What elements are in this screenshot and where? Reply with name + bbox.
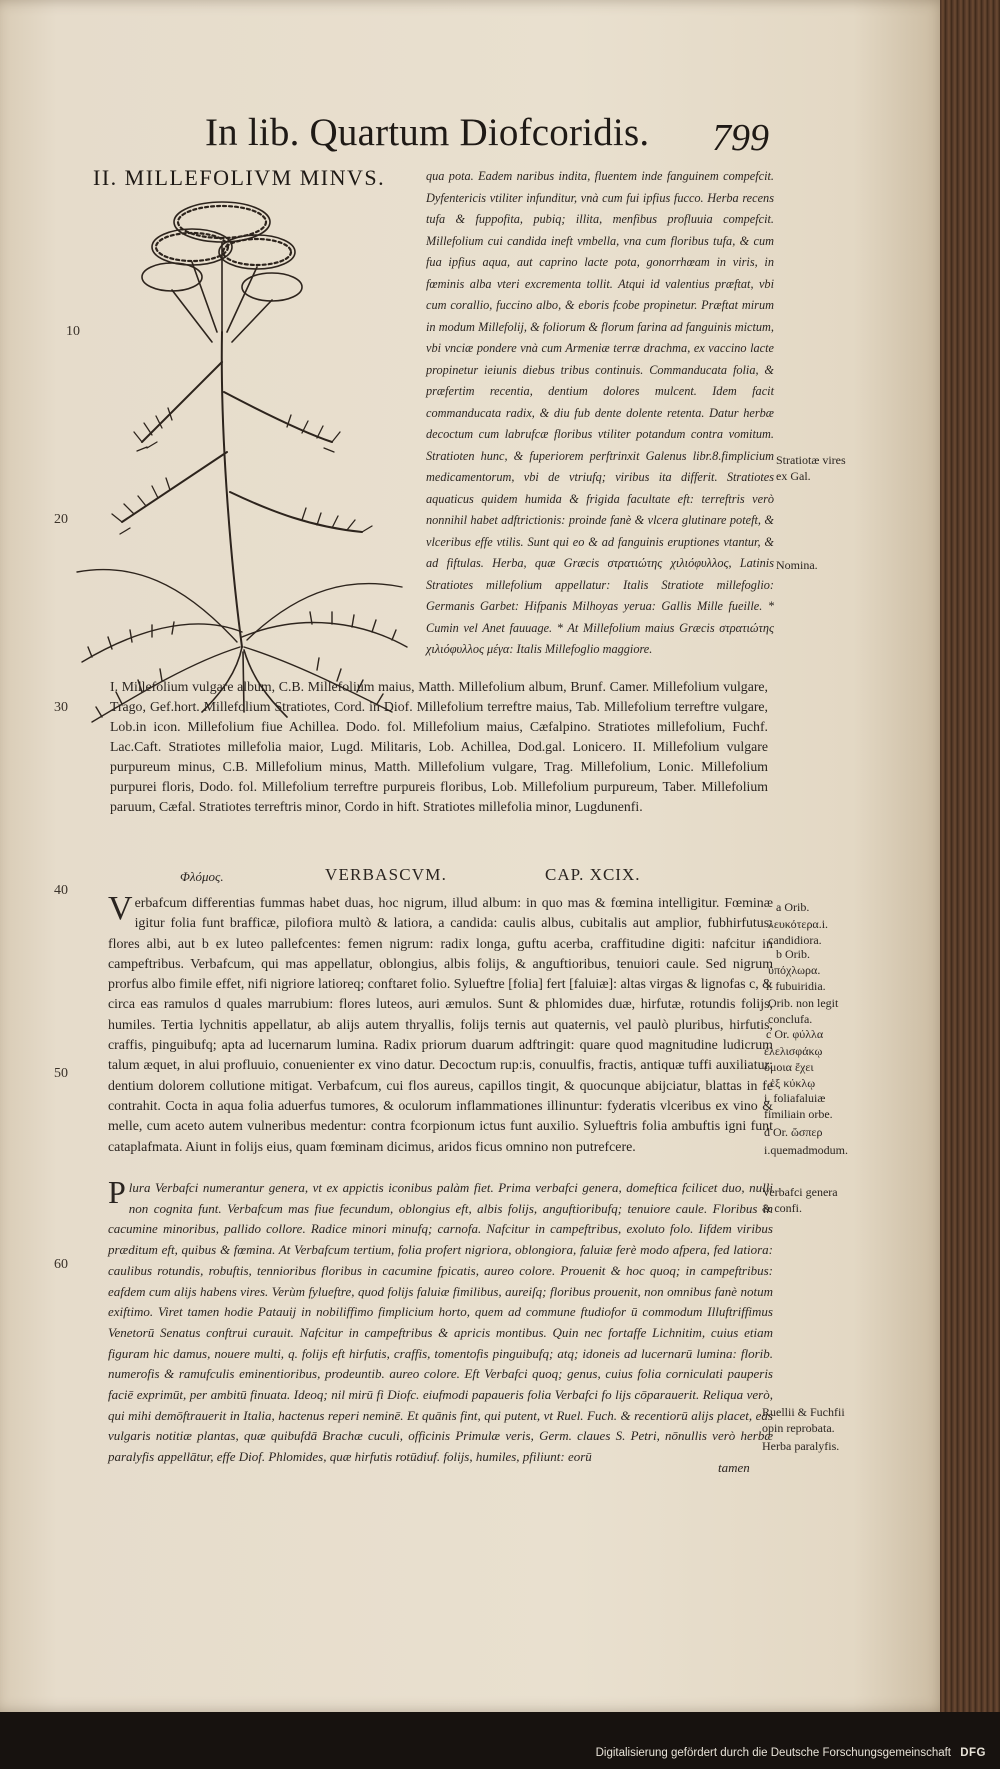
margin-note: c Or. φύλλα [766,1027,824,1041]
margin-note: ἑξ κύκλῳ [770,1076,816,1090]
page-header-title: In lib. Quartum Diofcoridis. [205,111,650,154]
line-number: 50 [54,1066,68,1081]
margin-note: Herba paralyfis. [762,1439,840,1453]
plant-heading: II. MILLEFOLIVM MINVS. [93,165,386,190]
line-number: 40 [54,883,68,898]
book-page-edges [940,0,1000,1712]
catchword: tamen [718,1460,750,1475]
commentary-top-text: qua pota. Eadem naribus indita, fluentem inde fanguinem compefcit. Dyfentericis vtiliter infunditur, vnà cum fui ipfius fucco. Herba recens tufa & fuppofita, pubiq; illita, menfibus profluuia compefcit. Millefolium cui candida ineft vmbella, vna cum floribus tufa, & cum fua ipfius aqua, aut caprino lacte pota, gonorrhœam in viris, in fœminis alba vteri excrementa tollit. Atqui id valentius præftat, vbi cum corallio, fuccino albo, & eboris fcobe propinetur. Præftat mirum in modum Millefolij, & foliorum & florum farina ad fanguinis mictum, vbi vnciæ pondere vnà cum Armeniæ terræ drachma, ex vaccino lacte propinetur ieiunis diebus tribus continuis. Commanducata folia, & præfertim recentia, dentium dolores mulcent. Idem facit commanducata radix, & diu fub dente dolente retenta. Datur herbæ decoctum cum labrufcæ floribus vtiliter potandum contra vomitum. Stratioten hunc, & fuperiorem perftrinxit Galenus libr.8.fimplicium medicamentorum, vbi de vtriufq; viribus ita differit. Stratiotes aquaticus quidem humida & frigida facultate eft: terreftris verò nonnihil habet adftrictionis: proinde fanè & vlcera glutinare poteft, & vlceribus effe vtilis. Sunt qui eo & ad fanguinis eruptiones vtantur, & ad fiftulas. Herba, quæ Græcis στρατιώτης χιλιόφυλλος, Latinis Stratiotes millefolium appellatur: Italis Stratiote millefoglio: Germanis Garbet: Hifpanis Milhoyas yerua: Gallis Mille fueille. * Cumin vel Anet fauuage. * At Millefolium maius Græcis στρατιώτης χιλιόφυλλος μέγα: Italis Millefoglio maggiore. [426,169,774,656]
commentary-bottom-text: Plura Verbafci numerantur genera, vt ex appictis iconibus palàm fiet. Prima verbafci genera, domeftica fcilicet duo, nulli non cognita funt. Verbafcum mas fiue fecundum, oblongius eft, albis folijs, anguftioribufq; tenuiore caule. Floribus in cacumine minoribus, pallido collore. Radice minori minufq; carnofa. Nafcitur in campeftribus, exoluto folo. Iifdem viribus præditum eft, quibus & fœmina. At Verbafcum tertium, folia profert nigriora, oblongiora, faluiæ ferè modo afpera, fed latiora: caulibus rotundis, robuftis, tennioribus floribus in cacumine fpicatis, aureo colore. Prouenit & hoc quoq; in campeftribus: eafdem cum alijs habens vires. Verùm fylueftre, quod folijs faluiæ fimilibus, aureiſq; floribus prouenit, non omnibus fanè notum exiftimo. Viret tamen hodie Patauij in nobiliffimo fimplicium horto, quem ad commune ftudiofor ū commodum Illuftriffimus Venetorū Senatus conftrui curauit. Nafcitur in campeftribus & apricis montibus. Quin nec fortaffe Lichnitim, cuius etiam figuram hic damus, nouere multi, q. folijs eft hirfutis, craffis, tomentofis pinguibufq; atq; idoneis ad lucernarū lumina: florib. numerofis & ramufculis eminentioribus, prodeuntib. aureo colore. Eft Verbafci quoq; genus, cuius folia corniculati pauperis faciē exprimūt, per ambitū finuata. Ideoq; nil mirū fi Diofc. eiufmodi papaueris folia Verbafci fo lijs cōparauerit. Reliqua verò, qui mihi demōftrauerit in Italia, hactenus reperi neminē. Et quānis fint, qui putent, vt Ruel. Fuch. & recentiorū alijs placet, eas vulgaris notitiæ plantas, quæ quibufdā Brachæ cuculi, officinis Primulæ veris, Germ. claues S. Petri, nōnullis verò herbæ paralyfis appellātur, effe Diof. Phlomides, quæ hirfutis rotūdiuf. folijs, humiles, pfiliunt: eorū [108,1174,773,1465]
chapter-number: CAP. XCIX. [545,865,641,884]
margin-note: λευκότερα.i. candidiora. [768,917,829,947]
millefolium-woodcut-illustration [72,192,410,742]
margin-note: Ruellii & Fuchfii opin reprobata. [762,1405,845,1435]
line-number: 10 [66,324,80,339]
line-number: 20 [54,512,68,527]
dioscorides-text: Verbafcum differentias fummas habet duas, hoc nigrum, illud album: in quo mas & fœmina intelligitur. Fœminæ igitur folia funt brafficæ, pilofiora multò & latiora, a candida: caulis albus, cubitalis aut amplior, fubhirfutus: flores albi, aut b ex luteo pallefcentes: femen nigrum: radix longa, guftu acerba, craffitudine digiti: nafcitur in campeftribus. Verbafcum, qui mas appellatur, oblongius, albis folijs, & anguftioribus, tenuiori caule. Sed nigrum prorfus albo fimile effet, nifi nigriore latioreq; conftaret folio. Sylueftre [folia] fert [faluiæ]: altas virgas & lignofas c, & circa eas ramulos d quales marrubium: flores luteos, auri æmulos. Sunt & phlomides duæ, hirfutæ, rotundis folijs, humiles. Tertia lychnitis appellatur, ab alijs autem thryallis, folijs ternis aut quaternis, vel paulò pluribus, hirfutis, craffis, pinguibufq; apta ad lucernarum lumina. Radix priorum duarum adftringit: quare quod magnitudine ludicrum talum æquet, in alui profluuio, conuenienter ex vino datur. Decoctum rup:is, conuulfis, fractis, antiquæ tuffi auxiliatur: dentium dolorem collutione mitigat. Verbafcum, cui flos aureus, capillos tingit, & quocunque abijciatur, blattas in fe contrahit. Cocta in aqua folia aduerfus tumores, & oculorum inflammationes illinuntur: fyderatis vlceribus ex vino & melle, cum aceto autem vulneribus medentur: contra fcorpionum ictus funt auxilio. Sylueftris folia ambuftis igni funt cataplafmata. Aiunt in folijs eius, quam fœminam dicimus, aridos ficus omnino non putrefcere. [108,890,773,1155]
margin-note: Stratiotæ vires ex Gal. [776,453,846,483]
dfg-logo: DFG [960,1747,986,1759]
funding-credit [596,1747,986,1759]
footer-bar [0,1712,1000,1769]
margin-note: i.quemadmodum. [764,1143,848,1157]
funding-credit-text: Digitalisierung gefördert durch die Deutsche Forschungsgemeinschaft [595,1747,952,1759]
margin-note: i. fubuiridia. [766,979,826,993]
margin-note: Orib. non legit conclufa. [768,996,839,1026]
plant-stems [122,332,362,647]
margin-note: a Orib. [776,900,810,914]
flower-umbel [142,202,302,342]
page-number: 799 [712,117,769,159]
chapter-name: VERBASCVM. [325,865,448,884]
margin-note: Verbafci genera & confi. [762,1185,838,1215]
line-number: 60 [54,1257,68,1272]
chapter-greek-name: Φλόμος. [180,869,224,884]
margin-note: ἐλελισφάκῳ ὅμοια ἔχει [764,1044,823,1074]
feathery-leaves [112,408,372,534]
margin-note: b Orib. [776,947,810,961]
commentary-top-column [426,166,774,661]
margin-note: d Or. ὥσπερ [764,1125,823,1139]
synonyms-paragraph: I. Millefolium vulgare album, C.B. Millefolium maius, Matth. Millefolium album, Brunf. Camer. Millefolium vulgare, Trago, Gef.hort. Millefolium Stratiotes, Cord. in Diof. Millefolium terreftre maius, Tab. Millefolium terreftre vulgare, Lob.in icon. Millefolium fiue Achillea. Dodo. fol. Millefolium maius, Cæfalpino. Stratiotes millefolium, Fuchf. Lac.Caft. Stratiotes millefolia maior, Lugd. Militaris, Lob. Achillea, Dod.gal. Lonicero. II. Millefolium vulgare purpureum minus, C.B. Millefolium minus, Matth. Millefolium vulgare, Trag. Millefolium, Lonic. Millefolium purpurei floris, Dodo. fol. Millefolium terreftre purpureis floribus, Lob. Millefolium purpureum, Taber. Millefolium paruum, Cæfal. Stratiotes terreftris minor, Cordo in hift. Stratiotes millefolia minor, Lugdunenfi. [110,679,768,814]
margin-note: Nomina. [776,558,818,572]
margin-note: ὑπόχλωρα. [768,963,821,977]
line-number: 30 [54,700,68,715]
margin-note: i. foliafaluiæ fimiliain orbe. [764,1091,833,1121]
